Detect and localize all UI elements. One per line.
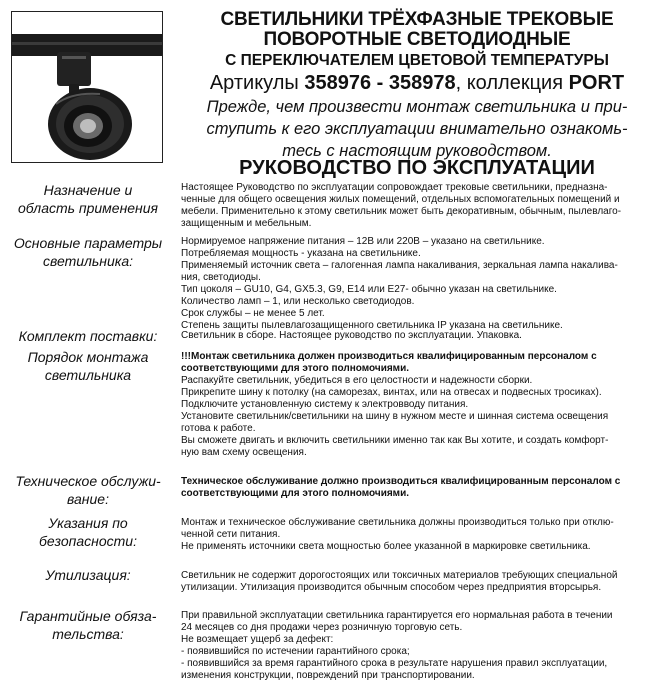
body-line-bold: соответствующими для этого полномочиями.	[181, 363, 410, 374]
title-line-1: СВЕТИЛЬНИКИ ТРЁХФАЗНЫЕ ТРЕКОВЫЕ	[220, 9, 614, 30]
body-line: - появившийся за время гарантийного срока в результате нарушения правил эксплуатации,	[181, 658, 608, 669]
body-line-bold: соответствующими для этого полномочиями.	[181, 488, 410, 499]
body-line: Не применять источники света мощностью более указанной в маркировке светильника.	[181, 541, 591, 552]
collection-name: PORT	[568, 72, 625, 94]
label-line: безопасности:	[39, 533, 137, 549]
label-line: Гарантийные обяза-	[19, 608, 157, 624]
collection-prefix: , коллекция	[455, 72, 569, 94]
body-line: Вы сможете двигать и включить светильники именно так как Вы хотите, и создать комфорт-	[181, 435, 609, 446]
section-body	[181, 610, 659, 682]
body-line-bold: Техническое обслуживание должно производиться квалифицированным персоналом с	[181, 476, 621, 487]
body-line: ную вам схему освещения.	[181, 447, 307, 458]
section-label	[8, 234, 168, 270]
warning-line-2: ступить к его эксплуатации внимательно ознакомь-	[206, 120, 628, 138]
label-line: вание:	[67, 491, 109, 507]
title-line-2: ПОВОРОТНЫЕ СВЕТОДИОДНЫЕ	[263, 29, 571, 50]
body-line: Подключите установленную систему к электровводу питания.	[181, 399, 469, 410]
body-line: Светильник не содержит дорогостоящих или токсичных материалов требующих специальной	[181, 570, 618, 581]
body-line: утилизации. Утилизация производится обычным способом через предприятия вторсырья.	[181, 582, 602, 593]
body-line: Срок службы – не менее 5 лет.	[181, 308, 325, 319]
section-label	[8, 472, 168, 508]
section-label	[8, 348, 168, 384]
section-label: Комплект поставки:	[18, 328, 158, 344]
body-line: Применяемый источник света – галогенная лампа накаливания, зеркальная лампа накалива-	[181, 260, 618, 271]
subtitle: С ПЕРЕКЛЮЧАТЕЛЕМ ЦВЕТОВОЙ ТЕМПЕРАТУРЫ	[225, 52, 609, 69]
body-line: мебели. Применительно к этому светильник может быть декоративным, обычным, пылевлаго-	[181, 206, 622, 217]
section-label	[8, 181, 168, 217]
body-line: готова к работе.	[181, 423, 256, 434]
articles-range: 358976 - 358978	[304, 72, 456, 94]
body-line: При правильной эксплуатации светильника гарантируется его нормальная работа в течении	[181, 610, 613, 621]
section-body	[181, 351, 659, 459]
body-line: Не возмещает ущерб за дефект:	[181, 634, 334, 645]
articles-line	[172, 70, 662, 96]
label-line: светильника	[44, 367, 132, 383]
label-line: светильника:	[42, 253, 134, 269]
body-line: изменения конструкции, повреждений при транспортировании.	[181, 670, 475, 681]
section-body	[181, 517, 659, 553]
articles-prefix: Артикулы	[209, 72, 305, 94]
body-line: Нормируемое напряжение питания – 12В или 220В – указано на светильнике.	[181, 236, 545, 247]
warning-line-1: Прежде, чем произвести монтаж светильника и при-	[206, 98, 628, 116]
document-header	[172, 10, 662, 162]
label-line: Основные параметры	[13, 235, 163, 251]
body-line: Степень защиты пылевлагозащищенного светильника IP указана на светильнике.	[181, 320, 563, 331]
section-body	[181, 182, 659, 230]
body-line-bold: !!!Монтаж светильника должен производиться квалифицированным персоналом с	[181, 351, 597, 362]
label-line: Порядок монтажа	[27, 349, 149, 365]
warning-line-3: тесь с настоящим руководством.	[282, 142, 552, 160]
body-line: Потребляемая мощность - указана на светильнике.	[181, 248, 421, 259]
label-line: тельства:	[52, 626, 124, 642]
body-line: Прикрепите шину к потолку (на саморезах, винтах, или на отвесах и подвесных тросиках).	[181, 387, 602, 398]
body-line: Распакуйте светильник, убедиться в его целостности и надежности сборки.	[181, 375, 533, 386]
section-body	[181, 330, 659, 342]
section-body	[181, 476, 659, 500]
product-photo	[11, 11, 163, 163]
section-body	[181, 236, 659, 332]
section-label: Утилизация:	[45, 567, 131, 583]
section-label	[8, 607, 168, 643]
body-line: защищенным и мебельным.	[181, 218, 312, 229]
body-line: Настоящее Руководство по эксплуатации сопровождает трековые светильники, предназна-	[181, 182, 608, 193]
label-line: Техническое обслужи-	[15, 473, 161, 489]
section-label	[8, 514, 168, 550]
manual-title: РУКОВОДСТВО ПО ЭКСПЛУАТАЦИИ	[239, 157, 595, 179]
label-line: Указания по	[48, 515, 128, 531]
section-body	[181, 570, 659, 594]
track-light-image	[12, 12, 162, 162]
label-line: Назначение и	[43, 182, 133, 198]
body-line: - появившийся по истечении гарантийного срока;	[181, 646, 410, 657]
body-line: ния, светодиоды.	[181, 272, 261, 283]
body-line: Количество ламп – 1, или несколько светодиодов.	[181, 296, 415, 307]
label-line: область применения	[17, 200, 159, 216]
body-line: Тип цоколя – GU10, G4, GX5.3, G9, E14 или E27- обычно указан на светильнике.	[181, 284, 557, 295]
body-line: Установите светильник/светильники на шину в нужном месте и шинная система освещения	[181, 411, 609, 422]
body-line: 24 месяцев со дня продажи через розничную торговую сеть.	[181, 622, 463, 633]
body-line: ченной сети питания.	[181, 529, 281, 540]
body-line: Монтаж и техническое обслуживание светильника должны производиться только при отклю-	[181, 517, 614, 528]
body-line: Светильник в сборе. Настоящее руководство по эксплуатации. Упаковка.	[181, 330, 522, 341]
body-line: ченные для общего освещения жилых помещений, отдельных вспомогательных помещений и	[181, 194, 620, 205]
